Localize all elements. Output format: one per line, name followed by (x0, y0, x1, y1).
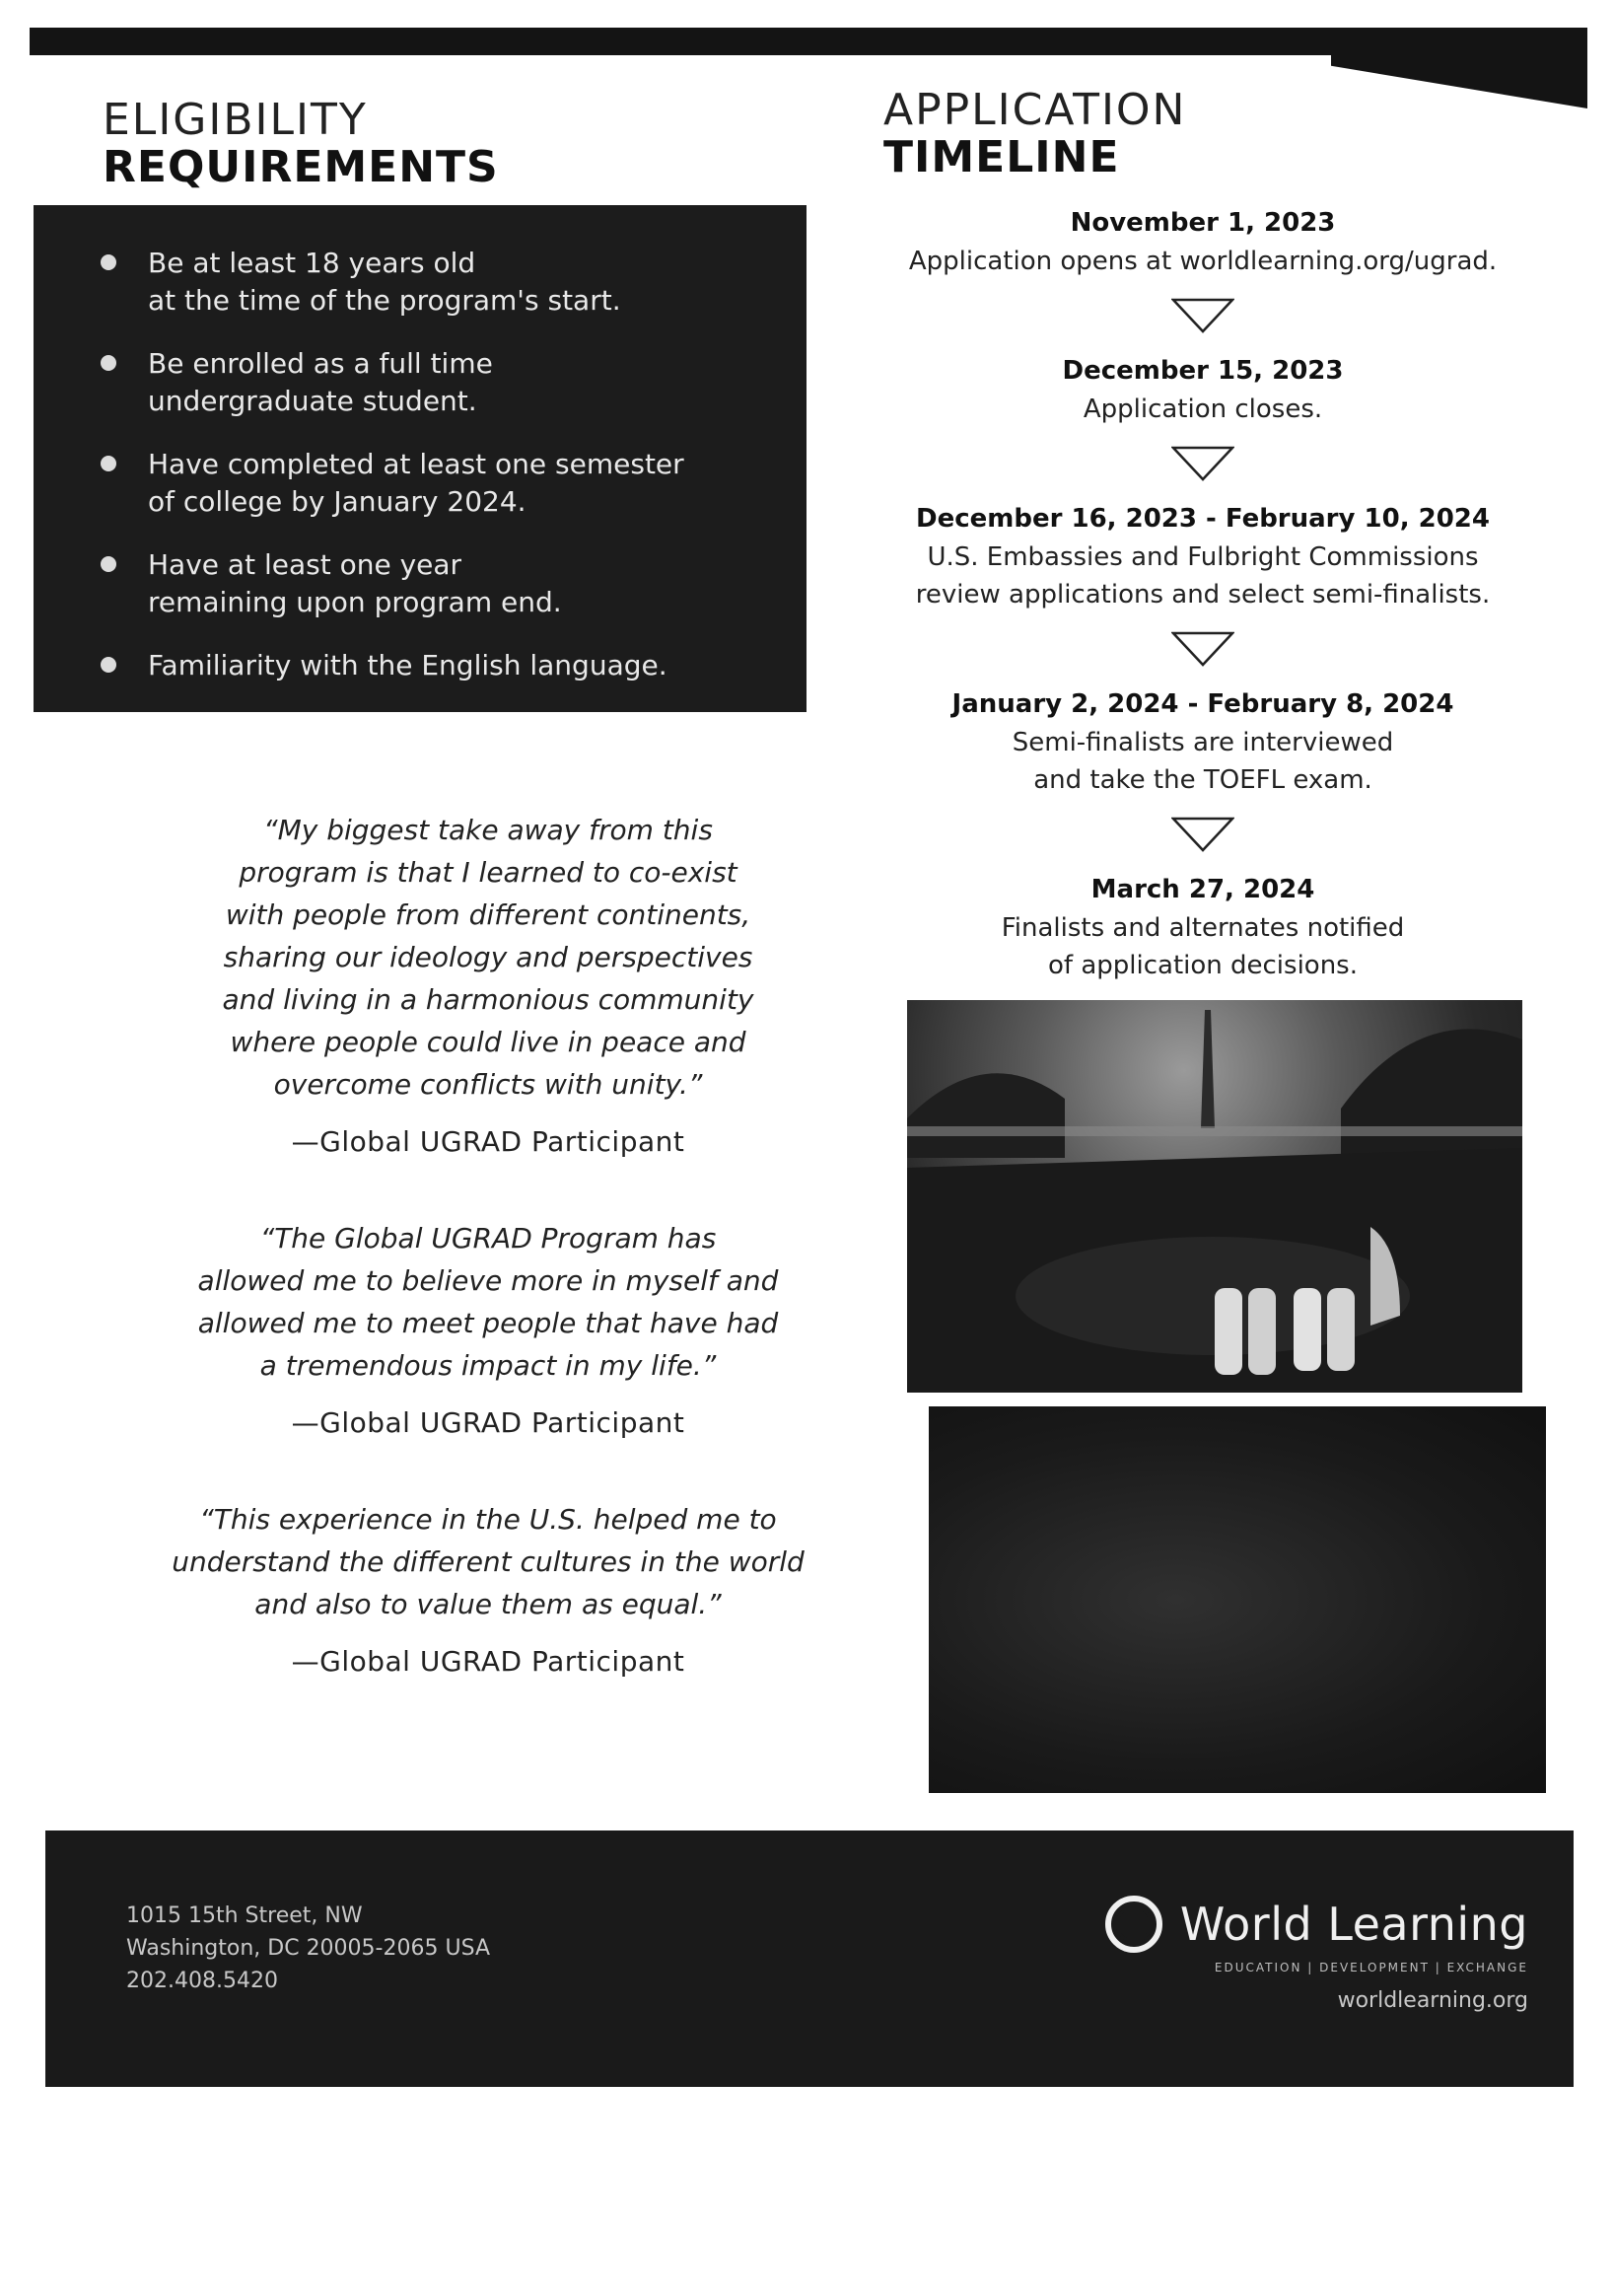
quote-attribution: —Global UGRAD Participant (291, 1125, 685, 1158)
quote-line: overcome conflicts with unity.” (273, 1068, 703, 1101)
brand-tagline: EDUCATION | DEVELOPMENT | EXCHANGE (1214, 1961, 1528, 1974)
top-decorative-bar (30, 28, 1587, 55)
quote-text (128, 809, 848, 1106)
quote-line: sharing our ideology and perspectives (223, 941, 753, 973)
footer-address (126, 1900, 490, 1997)
timeline-step (887, 870, 1518, 984)
quote-text (128, 1217, 848, 1387)
eligibility-item-line: of college by January 2024. (148, 485, 526, 518)
photo-group-night (929, 1406, 1546, 1793)
timeline-date: January 2, 2024 - February 8, 2024 (951, 689, 1454, 719)
testimonials (128, 809, 848, 1737)
timeline-description (887, 391, 1518, 428)
bullet-icon (101, 657, 116, 673)
brand-block (1101, 1892, 1528, 2013)
timeline-arrow (887, 799, 1518, 870)
phone-number: 202.408.5420 (126, 1969, 278, 1993)
bullet-icon (101, 355, 116, 371)
quote-line: with people from different continents, (225, 898, 751, 931)
timeline-description-line: U.S. Embassies and Fulbright Commissions (927, 542, 1479, 572)
eligibility-item-line: remaining upon program end. (148, 586, 562, 618)
testimonial (128, 1498, 848, 1678)
timeline-step (887, 499, 1518, 613)
eligibility-title-light: ELIGIBILITY (103, 95, 368, 145)
timeline-date: December 16, 2023 - February 10, 2024 (916, 504, 1490, 534)
application-timeline (887, 203, 1518, 984)
timeline-date: March 27, 2024 (1090, 875, 1315, 904)
timeline-description (887, 243, 1518, 280)
brand-name: World Learning (1179, 1898, 1528, 1951)
quote-attribution: —Global UGRAD Participant (291, 1406, 685, 1439)
timeline-description-line: of application decisions. (1048, 951, 1358, 980)
eligibility-list (99, 245, 747, 684)
timeline-description-line: and take the TOEFL exam. (1033, 765, 1372, 795)
eligibility-item-line: Familiarity with the English language. (148, 649, 667, 682)
testimonial (128, 809, 848, 1158)
eligibility-panel (34, 205, 807, 712)
quote-line: program is that I learned to co-exist (239, 856, 737, 889)
quote-line: where people could live in peace and (230, 1026, 746, 1058)
eligibility-item-line: Have at least one year (148, 548, 462, 581)
top-bar-corner (1331, 55, 1587, 108)
eligibility-item (99, 345, 747, 420)
timeline-step (887, 684, 1518, 799)
eligibility-item-line: Be enrolled as a full time (148, 347, 493, 380)
quote-line: understand the different cultures in the world (172, 1545, 805, 1578)
timeline-heading (883, 87, 1186, 182)
timeline-title-light: APPLICATION (883, 85, 1187, 135)
quote-line: and also to value them as equal.” (254, 1588, 722, 1620)
ring-logo-icon (1101, 1892, 1166, 1957)
timeline-step (887, 351, 1518, 428)
down-triangle-icon (1171, 446, 1234, 481)
timeline-title-bold: TIMELINE (883, 132, 1120, 183)
eligibility-item-line: Be at least 18 years old (148, 247, 476, 279)
timeline-description-line: review applications and select semi-finalists. (915, 580, 1491, 610)
down-triangle-icon (1171, 631, 1234, 667)
quote-line: and living in a harmonious community (222, 983, 754, 1016)
address-line: Washington, DC 20005-2065 USA (126, 1936, 490, 1961)
eligibility-item (99, 546, 747, 621)
quote-line: a tremendous impact in my life.” (259, 1349, 717, 1382)
quote-line: allowed me to believe more in myself and (197, 1264, 779, 1297)
testimonial (128, 1217, 848, 1439)
timeline-description (887, 538, 1518, 613)
timeline-arrow (887, 280, 1518, 351)
quote-text (128, 1498, 848, 1625)
eligibility-item-line: Have completed at least one semester (148, 448, 684, 480)
timeline-description-line: Application closes. (1083, 395, 1323, 424)
timeline-date: November 1, 2023 (1070, 208, 1336, 238)
photo-scene (907, 1000, 1522, 1393)
eligibility-title-bold: REQUIREMENTS (103, 142, 499, 193)
down-triangle-icon (1171, 817, 1234, 852)
footer (45, 1830, 1574, 2087)
eligibility-item (99, 245, 747, 320)
timeline-description (887, 724, 1518, 799)
quote-line: “My biggest take away from this (263, 814, 713, 846)
eligibility-item (99, 647, 747, 684)
timeline-description-line: Finalists and alternates notified (1001, 913, 1405, 943)
eligibility-item-line: undergraduate student. (148, 385, 477, 417)
timeline-description (887, 909, 1518, 984)
quote-line: “This experience in the U.S. helped me to (199, 1503, 777, 1536)
eligibility-item (99, 446, 747, 521)
timeline-step (887, 203, 1518, 280)
eligibility-heading (103, 97, 499, 192)
bullet-icon (101, 556, 116, 572)
timeline-description-line: Application opens at worldlearning.org/ugrad. (908, 247, 1498, 276)
brand-logo (1101, 1892, 1528, 1957)
bullet-icon (101, 254, 116, 270)
eligibility-item-line: at the time of the program's start. (148, 284, 621, 317)
timeline-date: December 15, 2023 (1062, 356, 1344, 386)
quote-line: allowed me to meet people that have had (197, 1307, 779, 1339)
timeline-arrow (887, 428, 1518, 499)
quote-line: “The Global UGRAD Program has (259, 1222, 717, 1255)
photo-national-mall (907, 1000, 1522, 1393)
bullet-icon (101, 456, 116, 471)
quote-attribution: —Global UGRAD Participant (291, 1645, 685, 1678)
website-link[interactable]: worldlearning.org (1337, 1988, 1528, 2013)
timeline-arrow (887, 613, 1518, 684)
address-line: 1015 15th Street, NW (126, 1903, 363, 1928)
down-triangle-icon (1171, 298, 1234, 333)
timeline-description-line: Semi-finalists are interviewed (1012, 728, 1394, 757)
